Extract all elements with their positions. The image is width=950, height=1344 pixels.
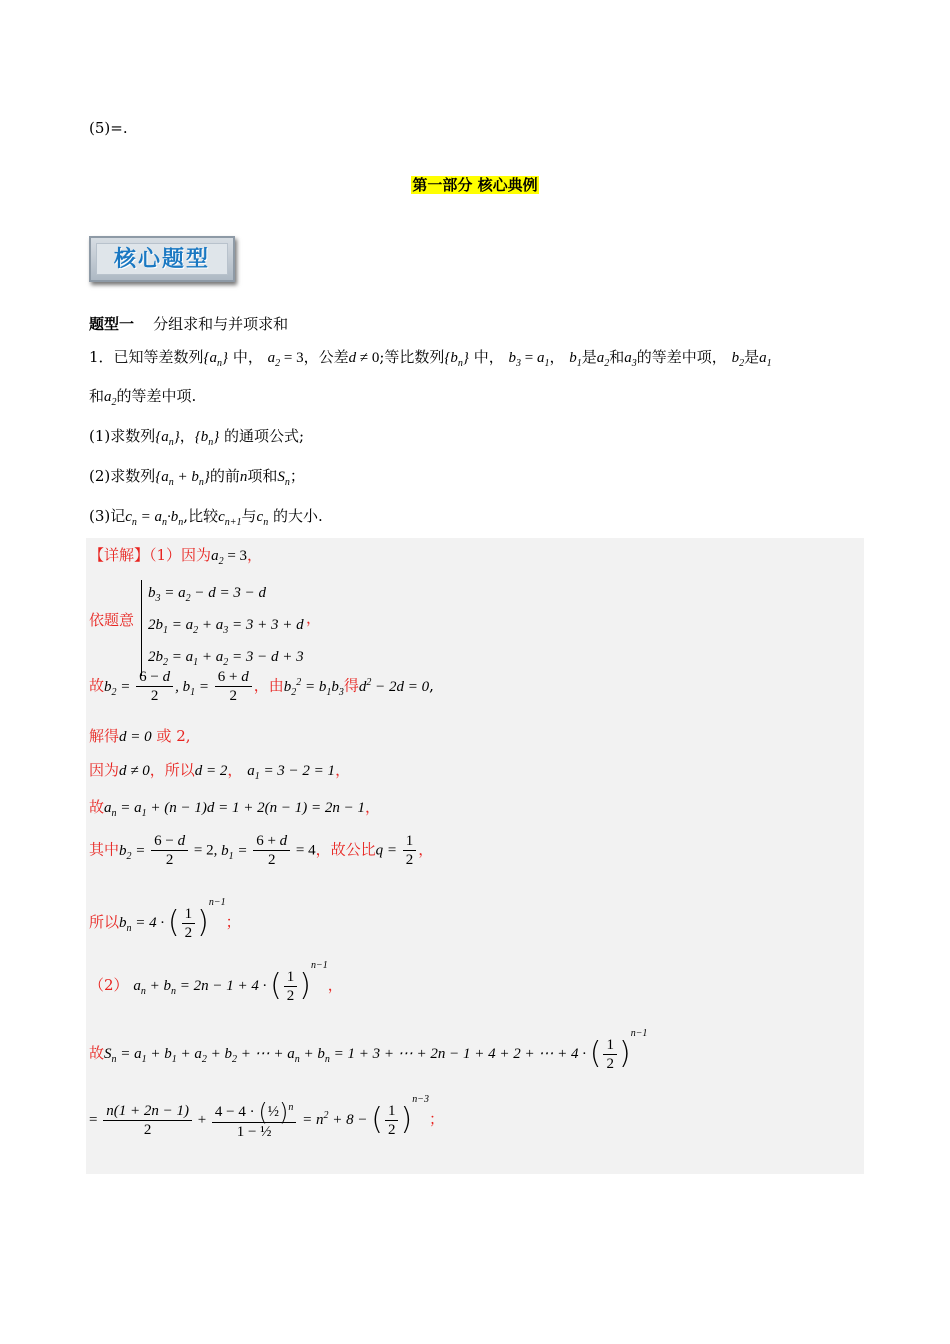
solution-line-4: 解得d = 0 或 2, (89, 727, 191, 745)
solution-line-3: 故$b_2$ = $\frac{6 - d}{2}$ , $b_1$ = $\frac{6 + d}{2}$ ，由$b_2^2 = b_1b_3$得$d^2 - 2d = 0$, (89, 669, 434, 704)
question-1: (1)求数列$\{a_n\}$，$\{b_n\}$ 的通项公式; (89, 427, 305, 448)
question-2: (2)求数列$\{a_n + b_n\}$的前n项和$S_n$； (89, 467, 305, 488)
section-title: 第一部分 核心典例 (412, 176, 538, 194)
topic-title: 分组求和与并项求和 (153, 315, 289, 333)
topic-label: 题型一 (89, 315, 135, 333)
solution-system: $b_3 = a_2 - d = 3 - d$ $2b_1 = a_2 + a_3 = 3 + 3 + d$ $2b_2 = a_1 + a_2 = 3 - d + 3$ (141, 580, 304, 676)
solution-line-8: 所以$b_n = 4$ · ( $\frac{1}{2}$ )$^{n-1}$； (89, 897, 241, 941)
solution-line-1: 【详解】（1）因为$a_2 = 3$， (89, 546, 263, 567)
solution-line-6: 故$a_n = a_1 + (n - 1)d = 1 + 2(n - 1) = 2n - 1$， (89, 798, 380, 819)
solution-line-11: = $\frac{n(1 + 2n - 1)}{2}$ + $\frac{4 - 4 \cdot (\frac{1}{2})^n}{\text{1 − ½}}$ = $n^2 + 8$ − ( $\frac{1}{2}$ )$^{n-3}$； (89, 1094, 444, 1140)
badge-label: 核心题型 (96, 243, 228, 275)
topic-heading (89, 314, 288, 334)
solution-line-7: 其中$b_2$ = $\frac{6 - d}{2}$ = 2, $b_1$ = $\frac{6 + d}{2}$ = 4，故公比q = $\frac{1}{2}$ ， (89, 833, 434, 868)
top-line: (5)=. (89, 119, 128, 137)
solution-system-comma: ， (306, 609, 322, 627)
solution-line-2-label: 依题意 (89, 611, 135, 629)
solution-line-10: 故$S_n = a_1 + b_1 + a_2 + b_2$ + ⋯ + $a_n + b_n = 1 + 3$ + ⋯ + 2n − 1 + 4 + 2 + ⋯ + 4 · ( $\frac{1}{2}$ )$^{n-1}$ (89, 1028, 648, 1072)
core-question-type-badge (89, 236, 235, 282)
problem-stem-line-2: 和$a_2$的等差中项. (89, 387, 197, 408)
solution-line-5: 因为d ≠ 0，所以d = 2， $a_1 = 3 - 2 = 1$， (89, 761, 351, 782)
question-3: (3)记$c_n = a_n\cdot b_n$,比较$c_{n+1}$与$c_n$ 的大小. (89, 507, 323, 528)
solution-line-9: （2） $a_n + b_n = 2n - 1 + 4$ · ( $\frac{1}{2}$ )$^{n-1}$， (89, 960, 343, 1004)
problem-stem-line-1: 1．已知等差数列$\{a_n\}$ 中， $a_2 = 3$，公差d ≠ 0;等比数列$\{b_n\}$ 中， $b_3 = a_1$， $b_1$是$a_2$和$a_3$的等差中项， $b_2$是$a_1$ (89, 348, 772, 369)
